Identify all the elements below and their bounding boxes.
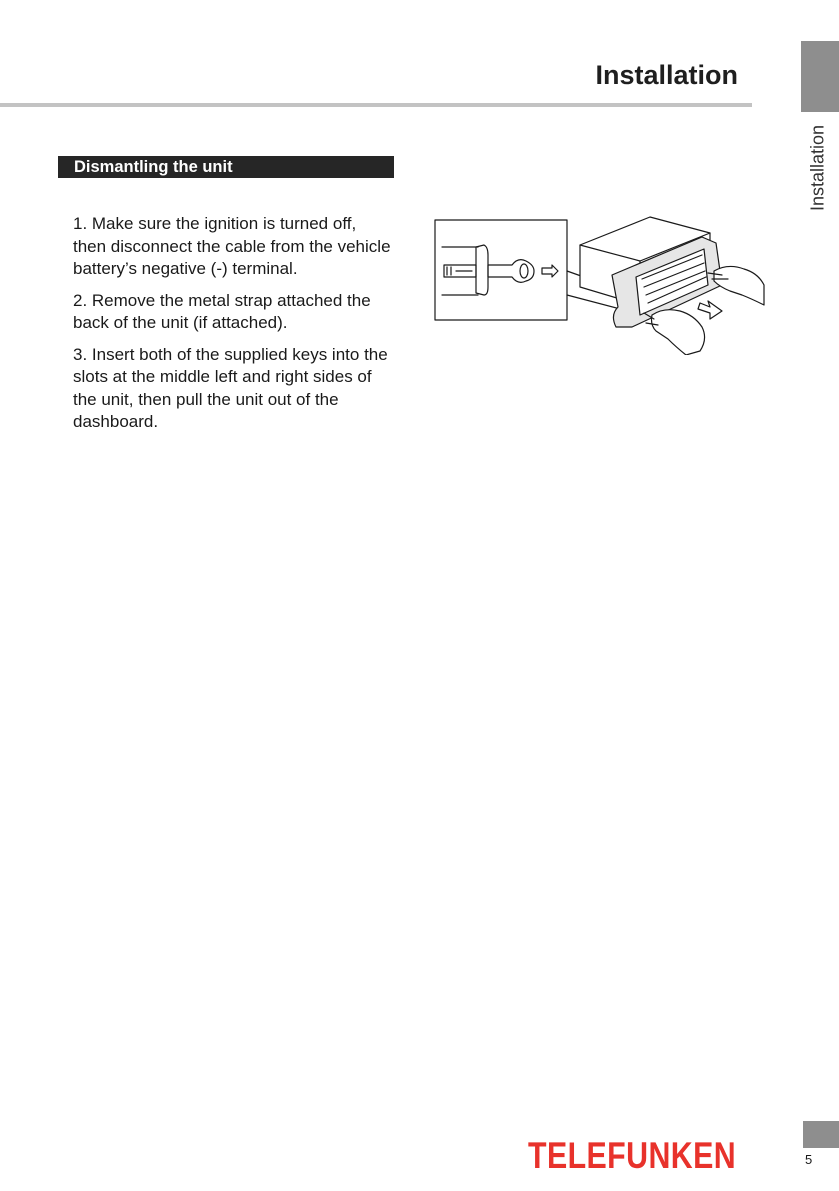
step-1: 1. Make sure the ignition is turned off, then disconnect the cable from the vehicle battery’s negative (-) terminal. <box>73 214 391 278</box>
left-hand-icon <box>652 310 705 355</box>
side-tab-text: Installation <box>807 124 828 212</box>
instruction-steps <box>73 213 393 443</box>
page-number: 5 <box>805 1152 813 1167</box>
pull-arrow-icon <box>698 301 722 319</box>
side-tab-label <box>803 112 833 224</box>
page-number-tab <box>803 1121 839 1148</box>
brand-logo: TELEFUNKEN <box>528 1135 737 1176</box>
header-rule <box>0 103 752 107</box>
page-title: Installation <box>595 60 738 90</box>
section-title: Dismantling the unit <box>58 156 394 178</box>
dismantling-illustration <box>432 215 772 355</box>
step-3: 3. Insert both of the supplied keys into the slots at the middle left and right sides of the unit, then pull the unit out of the dashboard. <box>73 344 388 431</box>
right-hand-icon <box>714 266 764 305</box>
side-tab-marker <box>801 41 839 112</box>
step-2: 2. Remove the metal strap attached the back of the unit (if attached). <box>73 290 371 332</box>
